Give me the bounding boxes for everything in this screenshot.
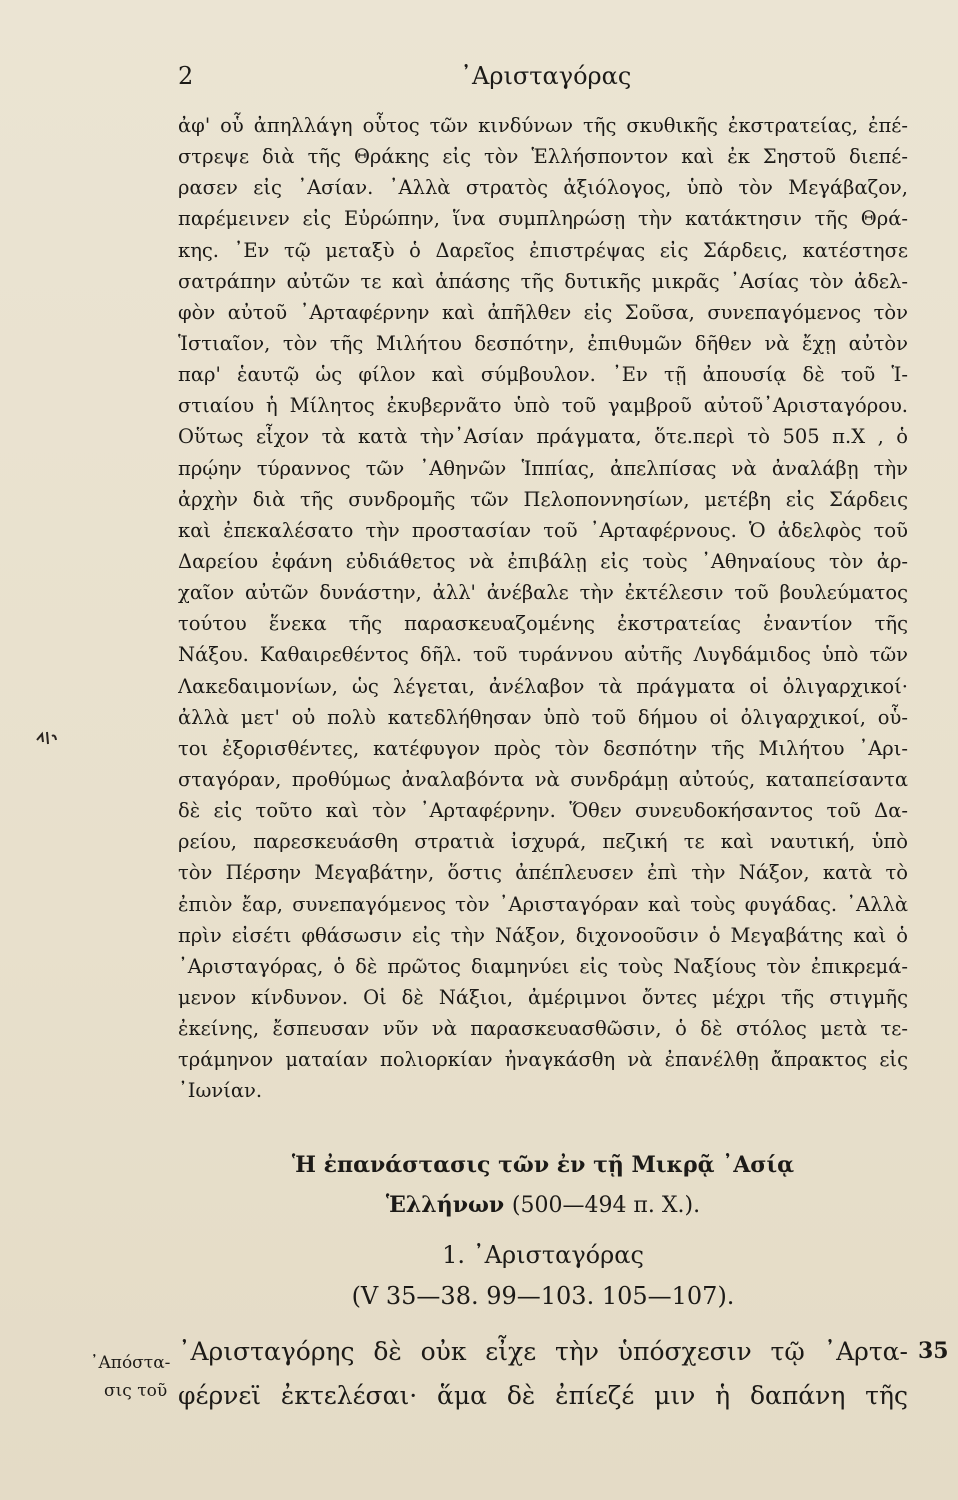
text-line-content: ρείου, παρεσκευάσθη στρατιὰ ἰσχυρά, πεζική τε καὶ ναυτική, ὑπὸ [178, 830, 908, 854]
text-line-content: ρασεν εἰς ᾿Ασίαν. ᾿Αλλὰ στρατὸς ἀξιόλογος, ὑπὸ τὸν Μεγάβαζον, [178, 176, 908, 200]
section-heading-line-2 [178, 1185, 908, 1226]
text-line-content: Νάξου. Καθαιρεθέντος δῆλ. τοῦ τυράννου αὐτῆς Λυγδάμιδος ὑπὸ τῶν [178, 643, 908, 667]
text-line [178, 141, 908, 172]
text-line [178, 453, 908, 484]
text-line-content: χαῖον αὐτῶν δυνάστην, ἀλλ' ἀνέβαλε τὴν ἐκτέλεσιν τοῦ βουλεύματος [178, 581, 908, 605]
text-line [178, 359, 908, 390]
text-line [178, 795, 908, 826]
page-number: 2 [178, 62, 194, 90]
text-line [178, 484, 908, 515]
text-line [178, 110, 908, 141]
chapter-reference: (V 35—38. 99—103. 105—107). [351, 1282, 735, 1310]
text-line [178, 203, 908, 234]
text-line-content: σταγόραν, προθύμως ἀναλαβόντα νὰ συνδράμῃ αὐτούς, καταπείσαντα [178, 767, 908, 791]
source-quote [178, 1330, 908, 1418]
text-line-content: φὸν αὐτοῦ ᾿Αρταφέρνην καὶ ἀπῆλθεν εἰς Σοῦσα, συνεπαγόμενος τὸν [178, 300, 908, 324]
text-line-content: τοι ἐξορισθέντες, κατέφυγον πρὸς τὸν δεσπότην τῆς Μιλήτου ᾿Αρι- [178, 736, 908, 760]
text-line-content: ἐκείνης, ἔσπευσαν νῦν νὰ παρασκευασθῶσιν, ὁ δὲ στόλος μετὰ τε- [178, 1017, 908, 1041]
text-line-content: Δαρείου ἐφάνη εὐδιάθετος νὰ ἐπιβάλῃ εἰς τοὺς ᾿Αθηναίους τὸν ἀρ- [178, 549, 908, 573]
text-line [178, 546, 908, 577]
text-line [178, 172, 908, 203]
text-line [178, 826, 908, 857]
text-line-content: κης. ᾿Εν τῷ μεταξὺ ὁ Δαρεῖος ἐπιστρέψας εἰς Σάρδεις, κατέστησε [178, 238, 908, 262]
text-line [178, 639, 908, 670]
text-line [178, 951, 908, 982]
text-line-content: ἐπιὸν ἔαρ, συνεπαγόμενος τὸν ᾿Αρισταγόραν καὶ τοὺς φυγάδας. ᾿Αλλὰ [178, 892, 908, 916]
text-line [178, 390, 908, 421]
section-heading-dates: (500—494 π. Χ.). [511, 1193, 701, 1218]
line-number: 35 [918, 1338, 949, 1364]
text-line-content: παρ' ἑαυτῷ ὡς φίλον καὶ σύμβουλον. ᾿Εν τῇ ἀπουσίᾳ δὲ τοῦ Ἱ- [178, 363, 908, 387]
text-line-content: Λακεδαιμονίων, ὡς λέγεται, ἀνέλαβον τὰ πράγματα οἱ ὀλιγαρχικοί· [178, 674, 908, 698]
text-line-content: ᾿Αρισταγόρας, ὁ δὲ πρῶτος διαμηνύει εἰς τοὺς Ναξίους τὸν ἐπικρεμά- [178, 954, 908, 978]
text-line [178, 608, 908, 639]
text-line-content: ᾿Ιωνίαν. [178, 1079, 263, 1103]
text-line [178, 235, 908, 266]
text-line-content: μενον κίνδυνον. Οἱ δὲ Νάξιοι, ἀμέριμνοι ὄντες μέχρι τῆς στιγμῆς [178, 985, 908, 1009]
text-line [178, 297, 908, 328]
section-heading [178, 1145, 908, 1226]
text-line-content: τράμηνον ματαίαν πολιορκίαν ἠναγκάσθη νὰ ἐπανέλθῃ ἄπρακτος εἰς [178, 1048, 908, 1072]
text-line-content: στιαίου ἡ Μίλητος ἐκυβερνᾶτο ὑπὸ τοῦ γαμβροῦ αὐτοῦ᾿Αρισταγόρου. [178, 394, 908, 418]
text-line-content: ἀλλὰ μετ' οὐ πολὺ κατεδλήθησαν ὑπὸ τοῦ δήμου οἱ ὀλιγαρχικοί, οὗ- [178, 705, 908, 729]
ink-blot-icon [34, 728, 60, 748]
text-line [178, 702, 908, 733]
text-line [178, 577, 908, 608]
text-line-content: τὸν Πέρσην Μεγαβάτην, ὅστις ἀπέπλευσεν ἐπὶ τὴν Νάξον, κατὰ τὸ [178, 861, 908, 885]
margin-note-line-1: ᾿Απόστα- [90, 1353, 171, 1373]
text-line [178, 421, 908, 452]
running-title: ᾿Αρισταγόρας [460, 62, 632, 90]
text-line [178, 515, 908, 546]
text-line [178, 1044, 908, 1075]
source-quote-line: ᾿Αρισταγόρης δὲ οὐκ εἶχε τὴν ὑπόσχεσιν τῷ ᾿Αρτα- [178, 1337, 908, 1366]
text-line-content: πρῴην τύραννος τῶν ᾿Αθηνῶν Ἱππίας, ἀπελπίσας νὰ ἀναλάβῃ τὴν [178, 456, 908, 480]
text-line [178, 982, 908, 1013]
text-line-content: Οὕτως εἶχον τὰ κατὰ τὴν᾿Ασίαν πράγματα, ὅτε.περὶ τὸ 505 π.Χ , ὁ [178, 425, 908, 449]
page-header [178, 62, 908, 98]
text-line-content: πρὶν εἰσέτι φθάσωσιν εἰς τὴν Νάξον, διχονοοῦσιν ὁ Μεγαβάτης καὶ ὁ [178, 923, 908, 947]
text-line-content: στρεψε διὰ τῆς Θράκης εἰς τὸν Ἑλλήσποντον καὶ ἐκ Σηστοῦ διεπέ- [178, 145, 908, 169]
text-line [178, 889, 908, 920]
body-text [178, 110, 908, 1107]
chapter-title: 1. ᾿Αρισταγόρας [442, 1241, 644, 1269]
margin-note-line-2: σις τοῦ [104, 1381, 168, 1401]
text-line-content: ἀφ' οὗ ἀπηλλάγη οὗτος τῶν κινδύνων τῆς σκυθικῆς ἐκστρατείας, ἐπέ- [178, 114, 908, 137]
text-line-content: τούτου ἕνεκα τῆς παρασκευαζομένης ἐκστρατείας ἐναντίον τῆς [178, 612, 908, 636]
text-line [178, 328, 908, 359]
text-line [178, 671, 908, 702]
text-line [178, 733, 908, 764]
text-line [178, 1075, 908, 1106]
text-line-content: καὶ ἐπεκαλέσατο τὴν προστασίαν τοῦ ᾿Αρταφέρνους. Ὁ ἀδελφὸς τοῦ [178, 518, 908, 542]
text-line [178, 1013, 908, 1044]
text-line-content: Ἱστιαῖον, τὸν τῆς Μιλήτου δεσπότην, ἐπιθυμῶν δῆθεν νὰ ἔχῃ αὐτὸν [178, 331, 908, 355]
source-quote-line: φέρνεϊ ἐκτελέσαι· ἅμα δὲ ἐπίεζέ μιν ἡ δαπάνη τῆς [178, 1381, 908, 1410]
text-line [178, 764, 908, 795]
section-heading-line-1: Ἡ ἐπανάστασις τῶν ἐν τῇ Μικρᾷ ᾿Ασίᾳ [291, 1152, 795, 1178]
section-heading-people: Ἑλλήνων [385, 1192, 505, 1218]
text-line [178, 857, 908, 888]
text-line-content: σατράπην αὐτῶν τε καὶ ἁπάσης τῆς δυτικῆς μικρᾶς ᾿Ασίας τὸν ἀδελ- [178, 269, 908, 293]
text-line [178, 266, 908, 297]
text-line-content: δὲ εἰς τοῦτο καὶ τὸν ᾿Αρταφέρνην. Ὅθεν συνευδοκήσαντος τοῦ Δα- [178, 799, 908, 823]
text-line [178, 920, 908, 951]
text-line-content: ἀρχὴν διὰ τῆς συνδρομῆς τῶν Πελοποννησίων, μετέβη εἰς Σάρδεις [178, 487, 908, 511]
text-line-content: παρέμεινεν εἰς Εὐρώπην, ἵνα συμπληρώσῃ τὴν κατάκτησιν τῆς Θρά- [178, 207, 908, 231]
